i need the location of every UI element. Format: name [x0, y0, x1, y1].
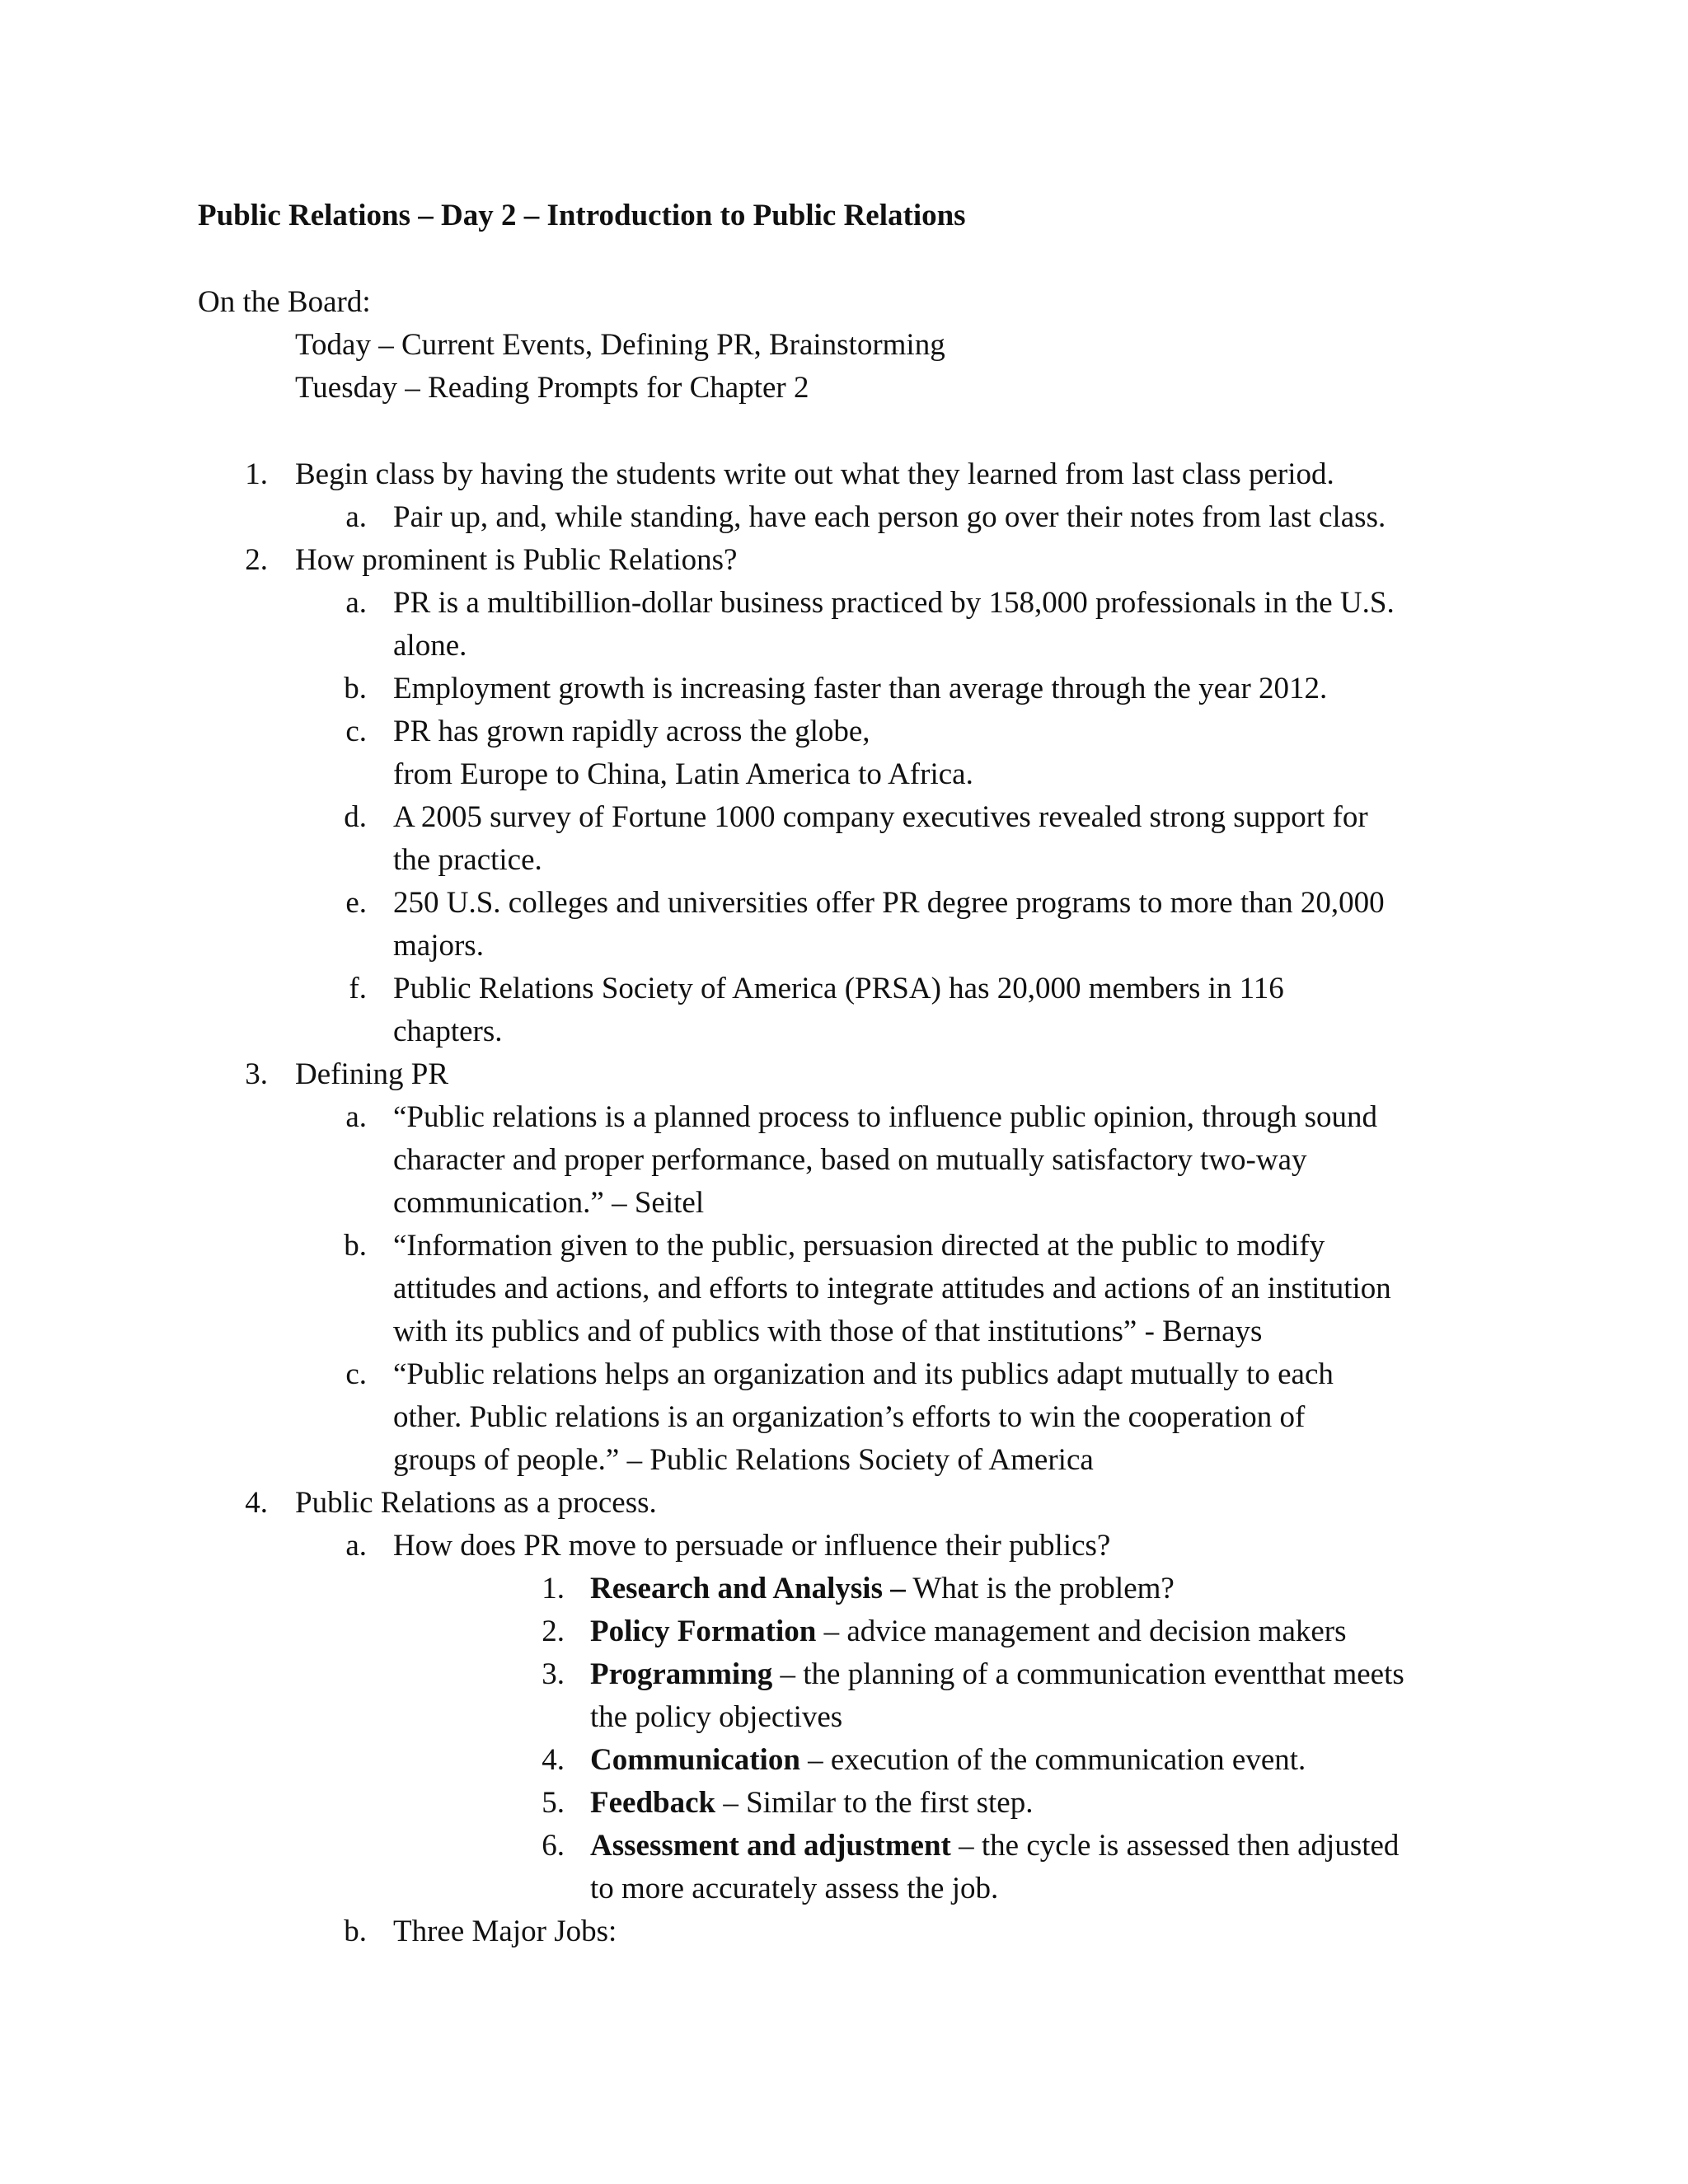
list-number: 4.	[245, 1486, 268, 1520]
board-line-today: Today – Current Events, Defining PR, Brainstorming	[295, 328, 945, 362]
process-step	[590, 1653, 1404, 1696]
sub-letter: c.	[345, 1357, 367, 1391]
list-number: 2.	[245, 543, 268, 577]
step-description: – Similar to the first step.	[715, 1786, 1034, 1820]
list-item-text: Defining PR	[295, 1057, 449, 1091]
step-title: Programming	[590, 1657, 773, 1691]
sub-item-text: A 2005 survey of Fortune 1000 company executives revealed strong support for	[393, 800, 1368, 834]
process-step	[590, 1568, 1175, 1610]
step-title: Policy Formation	[590, 1615, 817, 1648]
sub-item-text: How does PR move to persuade or influence their publics?	[393, 1529, 1111, 1563]
step-title: Research and Analysis –	[590, 1572, 906, 1605]
step-continuation: the policy objectives	[590, 1700, 843, 1734]
board-label: On the Board:	[198, 285, 371, 319]
sub-item-text: PR is a multibillion-dollar business practiced by 158,000 professionals in the U.S.	[393, 586, 1395, 620]
step-description: What is the problem?	[905, 1572, 1175, 1605]
step-title: Communication	[590, 1743, 800, 1777]
sub-letter: a.	[345, 586, 367, 620]
sub-item-text: Pair up, and, while standing, have each person go over their notes from last class.	[393, 500, 1386, 534]
sub-letter: e.	[345, 886, 367, 920]
sub-letter: a.	[345, 1100, 367, 1134]
process-step	[590, 1610, 1347, 1653]
sub-item-text: attitudes and actions, and efforts to integrate attitudes and actions of an institution	[393, 1272, 1391, 1305]
sub-letter: b.	[344, 672, 367, 705]
sub-item-text: the practice.	[393, 843, 542, 877]
sub-letter: d.	[344, 800, 367, 834]
process-step	[590, 1739, 1306, 1782]
list-number: 3.	[245, 1057, 268, 1091]
sub-item-text: Employment growth is increasing faster than average through the year 2012.	[393, 672, 1328, 705]
sub-letter: b.	[344, 1915, 367, 1948]
list-item-text: Begin class by having the students write out what they learned from last class period.	[295, 457, 1334, 491]
sub-item-text: character and proper performance, based on mutually satisfactory two-way	[393, 1143, 1307, 1177]
sub-item-text: chapters.	[393, 1015, 503, 1048]
step-number: 4.	[542, 1743, 565, 1777]
sub-item-text: alone.	[393, 629, 467, 663]
sub-item-text: groups of people.” – Public Relations Society of America	[393, 1443, 1094, 1477]
step-description: – advice management and decision makers	[816, 1615, 1347, 1648]
sub-item-text: PR has grown rapidly across the globe,	[393, 715, 870, 748]
step-description: – the cycle is assessed then adjusted	[950, 1829, 1400, 1863]
list-item-text: How prominent is Public Relations?	[295, 543, 738, 577]
step-number: 1.	[542, 1572, 565, 1605]
step-continuation: to more accurately assess the job.	[590, 1872, 999, 1905]
step-title: Assessment and adjustment	[590, 1829, 951, 1863]
step-description: – execution of the communication event.	[799, 1743, 1306, 1777]
sub-item-text: with its publics and of publics with those of that institutions” - Bernays	[393, 1315, 1263, 1348]
sub-item-text: “Information given to the public, persuasion directed at the public to modify	[393, 1229, 1325, 1263]
sub-item-text: other. Public relations is an organization’s efforts to win the cooperation of	[393, 1400, 1306, 1434]
step-number: 6.	[542, 1829, 565, 1863]
sub-item-text: Public Relations Society of America (PRSA) has 20,000 members in 116	[393, 972, 1284, 1005]
step-title: Feedback	[590, 1786, 716, 1820]
list-number: 1.	[245, 457, 268, 491]
step-number: 2.	[542, 1615, 565, 1648]
sub-letter: a.	[345, 1529, 367, 1563]
sub-letter: f.	[349, 972, 367, 1005]
sub-letter: a.	[345, 500, 367, 534]
sub-item-text: majors.	[393, 929, 484, 963]
sub-item-text: 250 U.S. colleges and universities offer PR degree programs to more than 20,000	[393, 886, 1385, 920]
sub-item-text: from Europe to China, Latin America to Africa.	[393, 757, 973, 791]
step-number: 3.	[542, 1657, 565, 1691]
process-step	[590, 1825, 1399, 1868]
sub-item-text: communication.” – Seitel	[393, 1186, 705, 1220]
page-title: Public Relations – Day 2 – Introduction to Public Relations	[198, 199, 966, 232]
step-number: 5.	[542, 1786, 565, 1820]
step-description: – the planning of a communication eventthat meets	[772, 1657, 1404, 1691]
process-step	[590, 1782, 1033, 1825]
list-item-text: Public Relations as a process.	[295, 1486, 657, 1520]
sub-letter: b.	[344, 1229, 367, 1263]
sub-item-text: “Public relations helps an organization and its publics adapt mutually to each	[393, 1357, 1334, 1391]
board-line-tuesday: Tuesday – Reading Prompts for Chapter 2	[295, 371, 809, 405]
sub-item-text: “Public relations is a planned process to influence public opinion, through sound	[393, 1100, 1378, 1134]
sub-item-text: Three Major Jobs:	[393, 1915, 617, 1948]
sub-letter: c.	[345, 715, 367, 748]
